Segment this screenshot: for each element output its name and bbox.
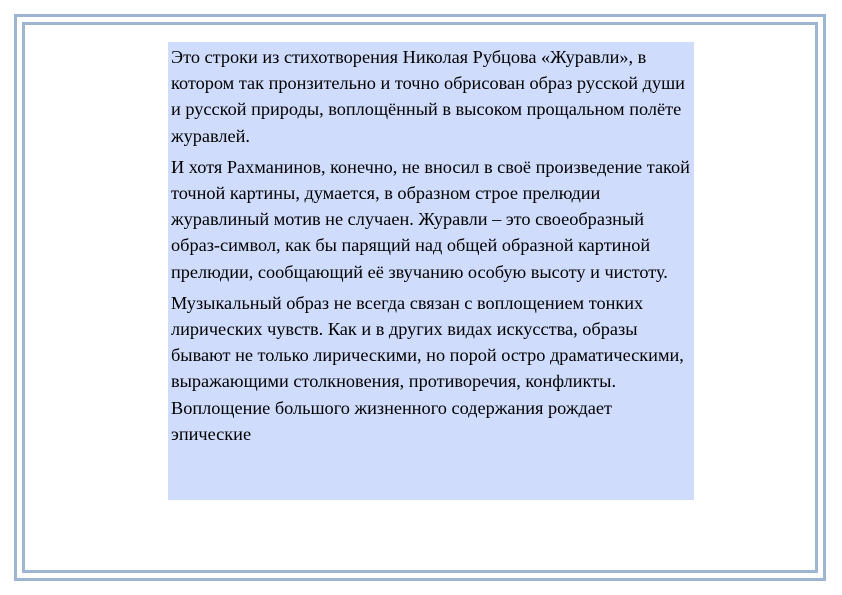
paragraph-3: Музыкальный образ не всегда связан с воплощением тонких лирических чувств. Как и в других видах искусства, образы бывают не только лирическими, но порой остро драматическими, выражающими столкновения, противоречия, конфликты. Воплощение большого жизненного содержания рождает эпические [171,292,684,444]
paragraph-1: Это строки из стихотворения Николая Рубцова «Журавли», в котором так пронзительно и точно обрисован образ русской души и русской природы, воплощённый в высоком прощальном полёте журавлей. [171,47,685,146]
paragraph-2: И хотя Рахманинов, конечно, не вносил в своё произведение такой точной картины, думается, в образном строе прелюдии журавлиный мотив не случаен. Журавли – это своеобразный образ-символ, как бы парящий над общей образной картиной прелюдии, сообщающий её звучанию особую высоту и чистоту. [171,156,690,282]
text-block [168,42,694,500]
